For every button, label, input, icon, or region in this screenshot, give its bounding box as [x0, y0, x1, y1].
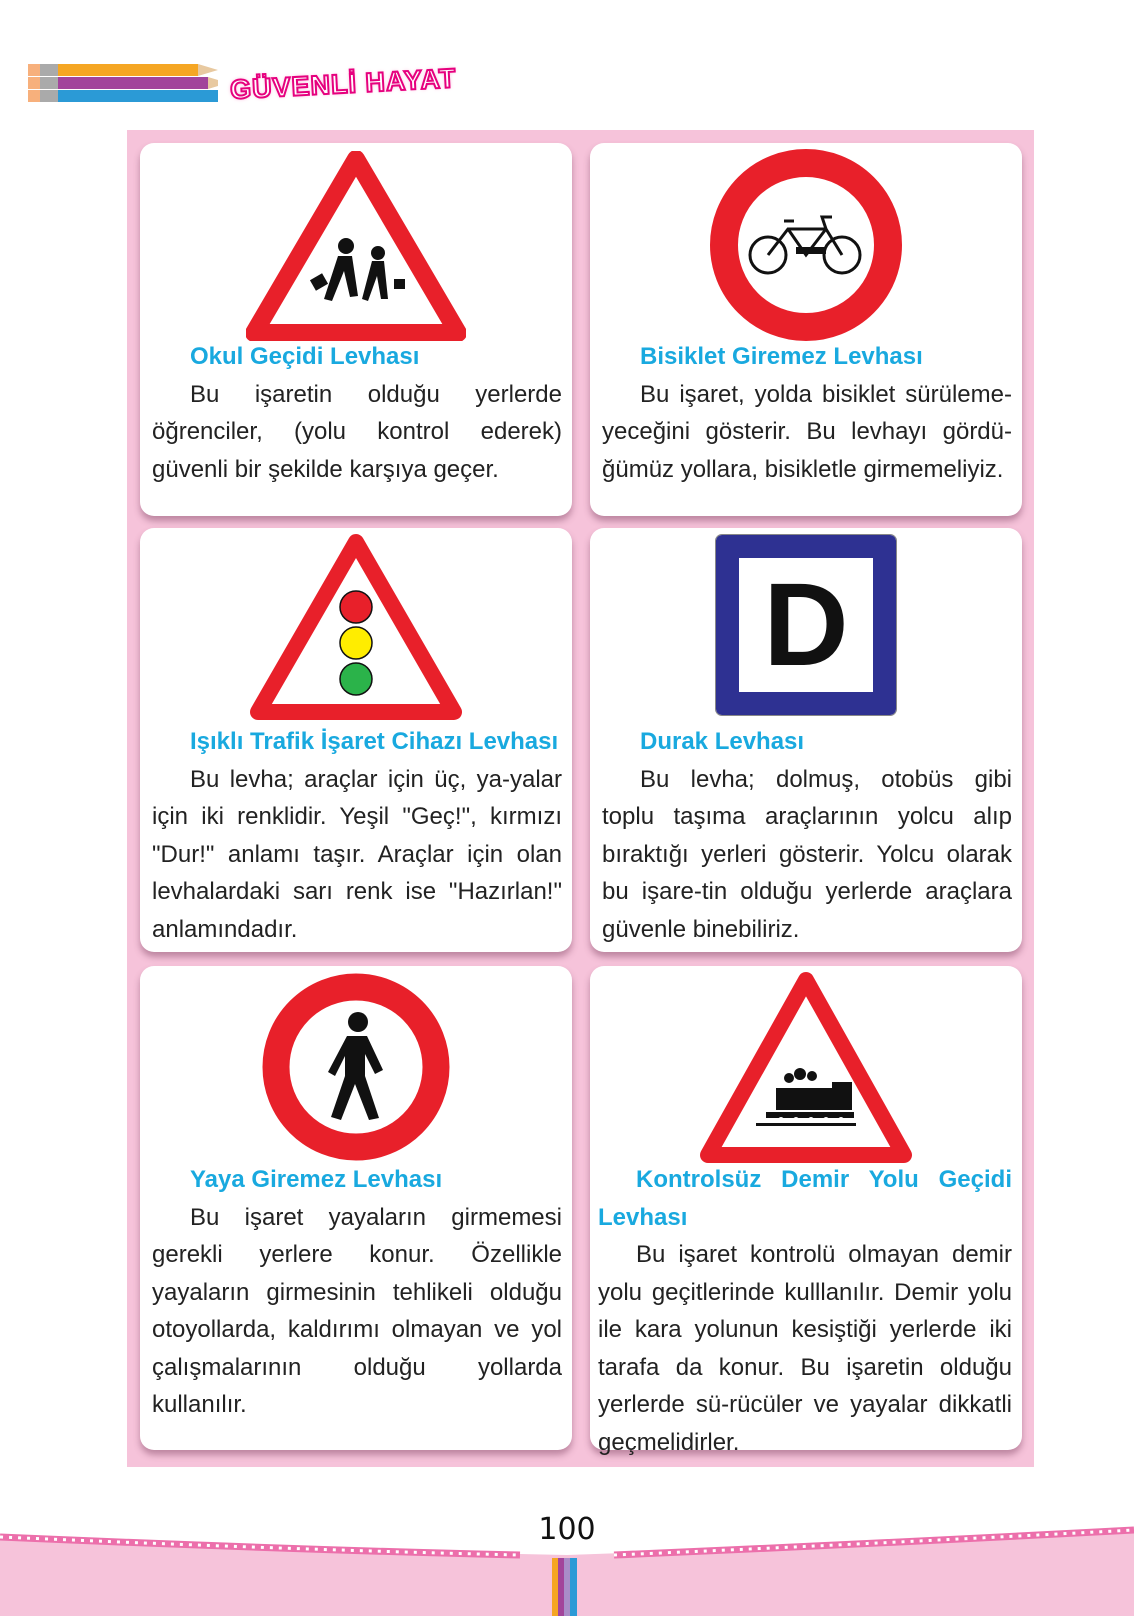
header: [28, 62, 457, 106]
card-title: Durak Levhası: [640, 728, 805, 755]
card-text: Bu levha; dolmuş, otobüs gibi toplu taşıma araçlarının yolcu alıp bıraktığı yerleri gösterir. Yolcu olarak bu işare-tin olduğu yerlerde araçlara güvenle binebiliriz.: [602, 765, 1012, 943]
page-number: 100: [538, 1512, 596, 1547]
school-crossing-sign-icon: [246, 151, 466, 341]
card-bus-stop: [590, 528, 1022, 952]
series-title: GÜVENLİ HAYAT: [229, 62, 458, 105]
traffic-light-sign-icon: [246, 532, 466, 722]
card-title: Işıklı Trafik İşaret Cihazı Levhası: [190, 728, 559, 755]
footer-decoration: [0, 1525, 1134, 1616]
card-title: Kontrolsüz Demir Yolu Geçidi Levhası: [598, 1166, 1012, 1231]
card-text: Bu işaret kontrolü olmayan demir yolu geçitlerinde kulllanılır. Demir yolu ile kara yolunun kesiştiği yerlerde iki tarafa da konur. Bu işaretin olduğu yerlerde sü-rücüler ve yayalar dikkatli geçmelidirler.: [598, 1241, 1012, 1456]
sign-letter: D: [739, 558, 873, 692]
card-title: Bisiklet Giremez Levhası: [640, 343, 923, 370]
card-text: Bu işaret yayaların girmemesi gerekli yerlere konur. Özellikle yayaların girmesinin tehlikeli olduğu otoyollarda, kaldırımı olmayan ve yol çalışmalarının olduğu yollarda kullanılır.: [152, 1203, 562, 1418]
card-text: Bu levha; araçlar için üç, ya-yalar için iki renklidir. Yeşil "Geç!", kırmızı "Dur!" anlamı taşır. Araçlar için olan levhalardaki sarı renk ise "Hazırlan!" anlamındadır.: [152, 765, 562, 943]
card-school-crossing: [140, 143, 572, 516]
card-title: Okul Geçidi Levhası: [190, 343, 420, 370]
railway-crossing-sign-icon: [696, 970, 916, 1165]
card-no-pedestrians: [140, 966, 572, 1450]
no-pedestrians-sign-icon: [261, 972, 451, 1162]
card-traffic-lights: [140, 528, 572, 952]
no-bicycles-sign-icon: [708, 147, 904, 343]
pencils-icon: [28, 62, 218, 106]
bus-stop-sign-icon: [716, 535, 896, 715]
card-text: Bu işaret, yolda bisiklet sürüleme-yeceğini gösterir. Bu levhayı gördü-ğümüz yollara, bisikletle girmemeliyiz.: [602, 380, 1012, 483]
card-text: Bu işaretin olduğu yerlerde öğrenciler, (yolu kontrol ederek) güvenli bir şekilde karşıya geçer.: [152, 380, 562, 483]
card-railway-crossing: [590, 966, 1022, 1456]
card-title: Yaya Giremez Levhası: [190, 1166, 443, 1193]
card-no-bicycles: [590, 143, 1022, 516]
